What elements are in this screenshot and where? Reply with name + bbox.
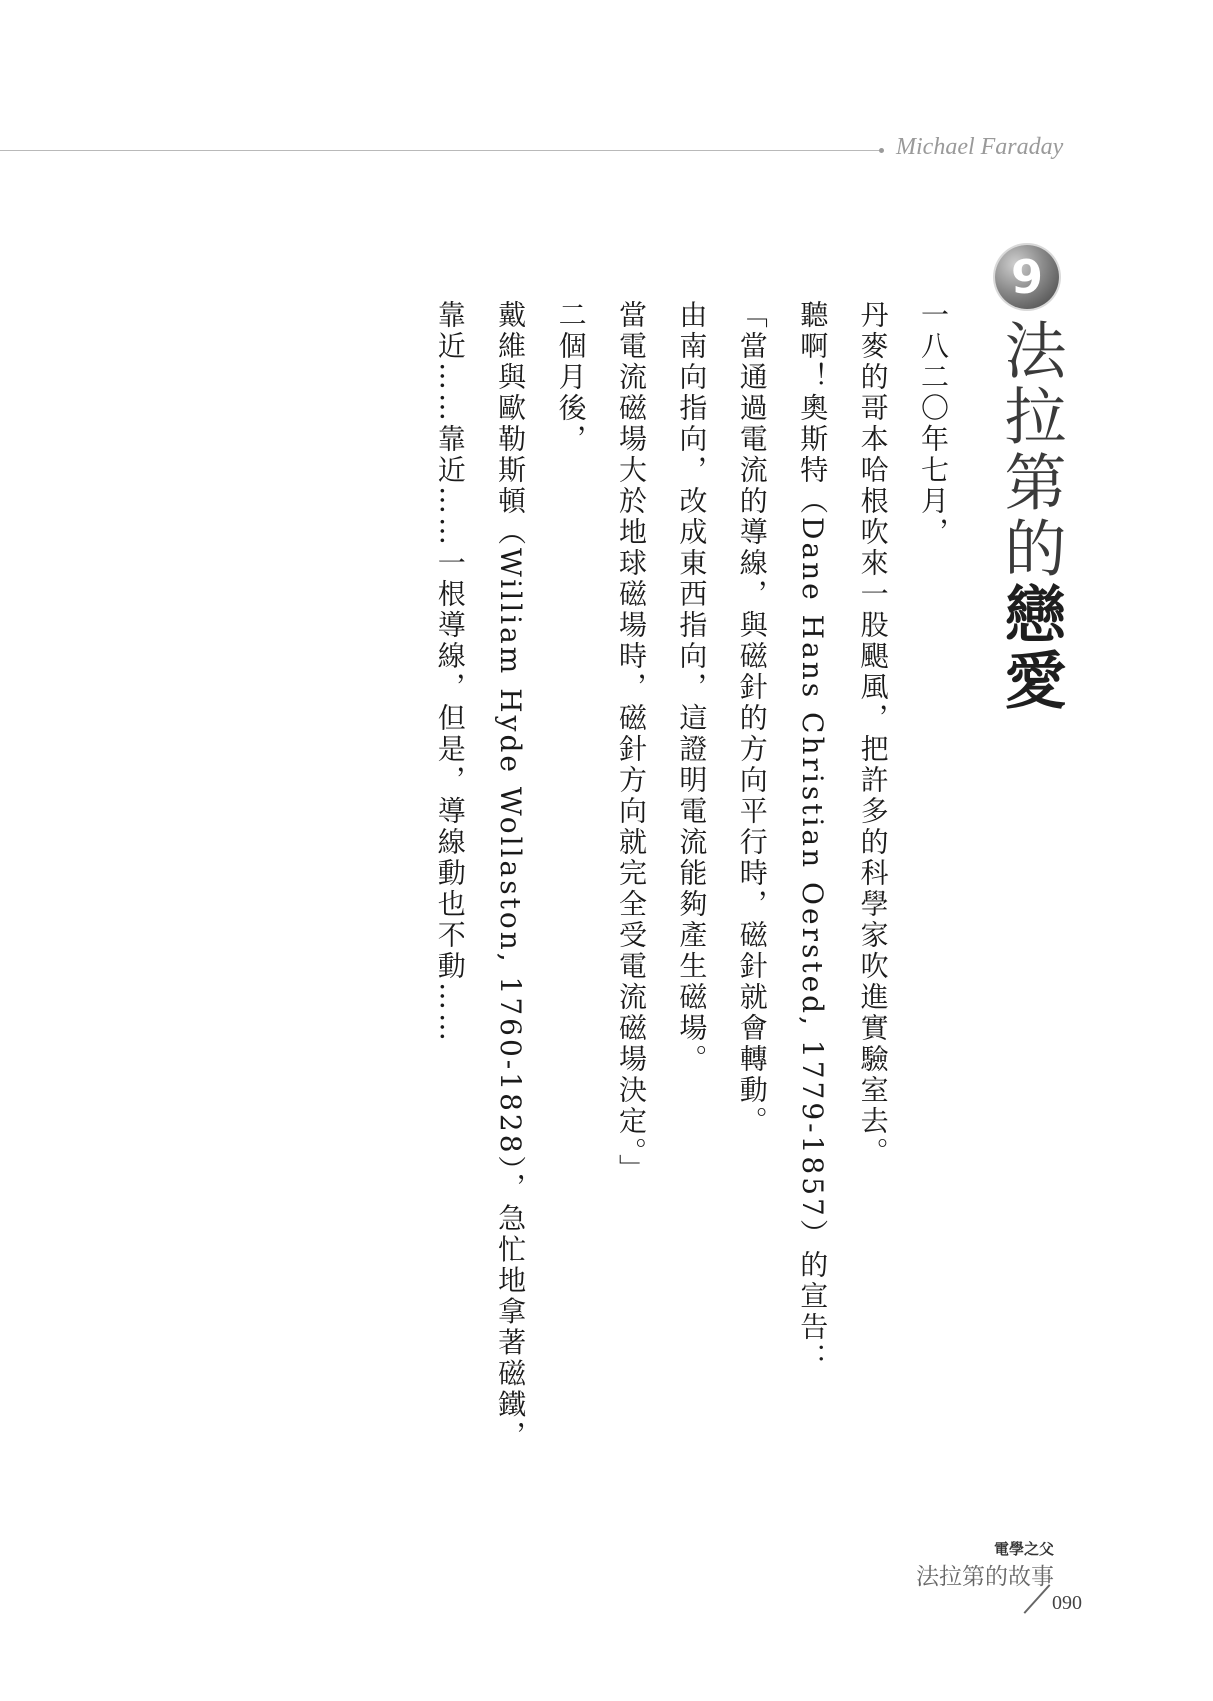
paragraph: 戴維與歐勒斯頓（William Hyde Wollaston, 1760-1828），急忙地拿著磁鐵， <box>494 300 528 1452</box>
paragraph: 一八二〇年七月， <box>917 300 950 548</box>
header-rule-dot <box>879 148 884 153</box>
paragraph: 聽啊！奧斯特（Dane Hans Christian Oersted, 1779-1857）的宣告： <box>796 300 830 1374</box>
footer-series-title: 電學之父 <box>993 1540 1054 1558</box>
footer-book-title: 法拉第的故事 <box>916 1564 1054 1590</box>
chapter-number-badge: 9 <box>995 245 1059 309</box>
chapter-title-main: 法拉第的 <box>994 318 1067 582</box>
paragraph: 由南向指向，改成東西指向，這證明電流能夠產生磁場。 <box>675 300 709 1075</box>
paragraph: 丹麥的哥本哈根吹來一股颶風，把許多的科學家吹進實驗室去。 <box>856 300 890 1168</box>
header-rule <box>0 150 880 151</box>
chapter-title-emphasis: 戀愛 <box>994 582 1067 714</box>
running-head: Michael Faraday <box>896 134 1064 160</box>
paragraph: 當電流磁場大於地球磁場時，磁針方向就完全受電流磁場決定。」 <box>614 300 648 1185</box>
paragraph: 靠近……靠近……一根導線，但是，導線動也不動…… <box>433 300 467 1044</box>
paragraph: 「當通過電流的導線，與磁針的方向平行時，磁針就會轉動。 <box>735 300 769 1137</box>
paragraph: 二個月後， <box>554 300 588 455</box>
page-number: 090 <box>1052 1592 1082 1614</box>
body-text <box>419 300 963 1452</box>
chapter-title <box>990 318 1070 738</box>
